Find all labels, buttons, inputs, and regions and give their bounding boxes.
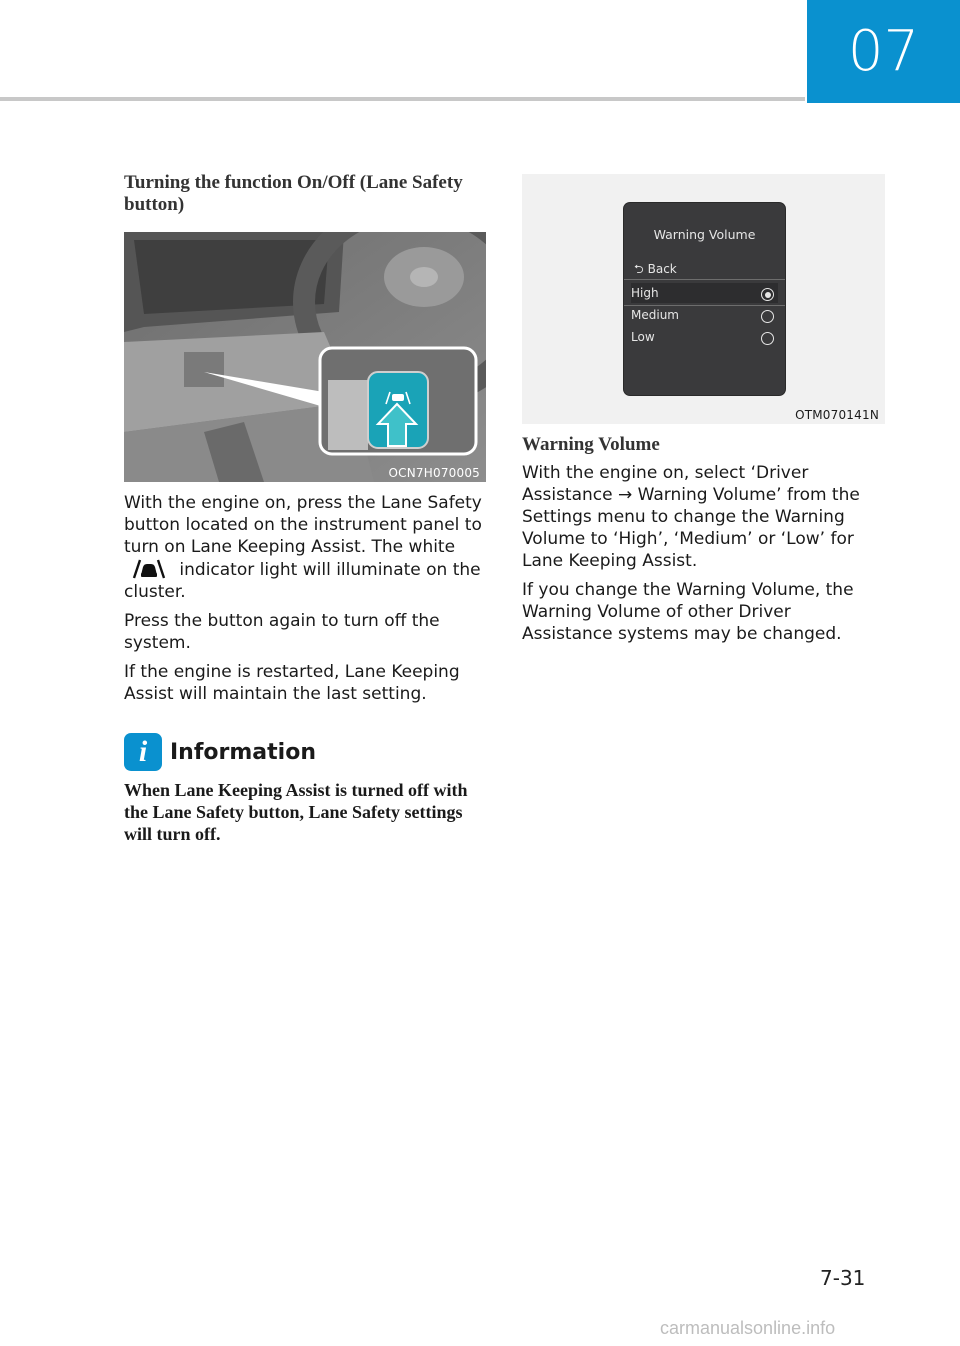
divider [624,305,785,306]
dashboard-illustration [124,232,486,482]
watermark: carmanualsonline.info [660,1318,836,1338]
radio-empty-icon [761,310,774,323]
lane-safety-button-figure [124,232,486,482]
chapter-number: 07 [847,19,920,84]
figure-code: OTM070141N [795,408,879,422]
screen-title: Warning Volume [653,227,756,242]
information-body: When Lane Keeping Assist is turned off with the Lane Safety button, Lane Safety settings will turn off. [124,780,468,844]
radio-empty-icon [761,332,774,345]
page-number: 7-31 [820,1266,866,1290]
chapter-tab [807,0,960,103]
instruction-paragraph [124,492,486,603]
back-label: Back [647,262,677,276]
option-medium [631,308,778,322]
paragraph-text: With the engine on, press the Lane Safety button located on the instrument panel to turn on Lane Keeping Assist. The white [124,493,482,557]
left-column [124,172,486,845]
paragraph-1: With the engine on, select ‘Driver Assistance → Warning Volume’ from the Settings menu to change the Warning Volume to ‘High’, ‘Medium’ or ‘Low’ for Lane Keeping Assist. [522,463,860,571]
section-heading-lane-safety: Turning the function On/Off (Lane Safety button) [124,172,463,215]
information-header [124,733,486,771]
paragraph-2: If you change the Warning Volume, the Warning Volume of other Driver Assistance systems may be changed. [522,580,854,644]
option-label: Medium [631,308,679,322]
figure-code: OCN7H070005 [388,466,480,480]
option-label: Low [631,330,655,344]
right-column [522,174,885,652]
header-rule [0,97,805,101]
divider [624,279,785,280]
paragraph-2: Press the button again to turn off the system. [124,611,440,653]
info-icon: i [124,733,162,771]
warning-volume-figure [522,174,885,424]
lane-keeping-assist-icon [124,558,174,580]
option-high [631,283,778,303]
back-button [634,260,677,281]
option-low [631,330,778,344]
warning-volume-screen [624,203,785,395]
section-heading-warning-volume: Warning Volume [522,434,660,455]
paragraph-3: If the engine is restarted, Lane Keeping Assist will maintain the last setting. [124,662,460,704]
option-label: High [631,286,659,300]
radio-selected-icon [761,288,774,301]
information-title: Information [170,739,316,765]
paragraph-text: indicator light will illuminate on the cluster. [124,560,481,602]
back-arrow-icon: ⮌ [634,262,644,276]
